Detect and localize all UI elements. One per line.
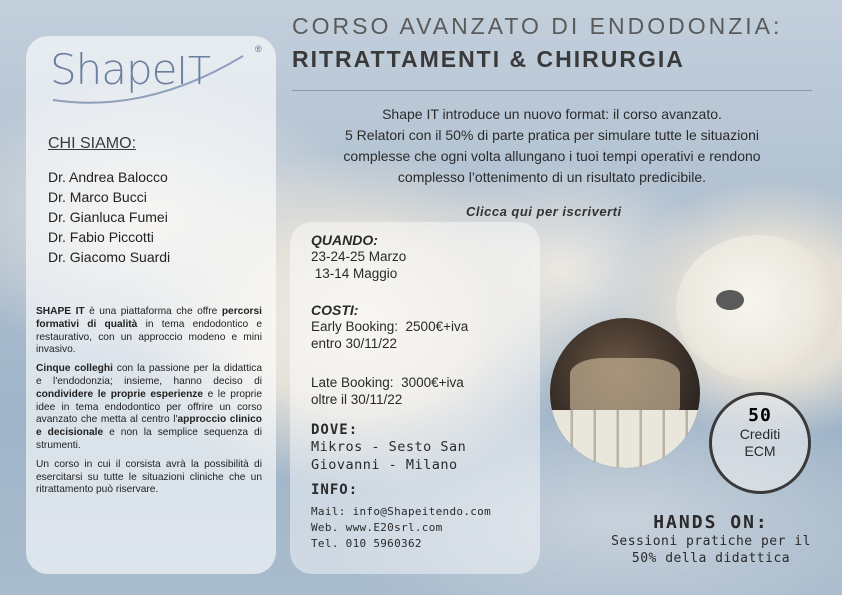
tooth-access-cavity	[716, 290, 744, 310]
tel-label: Tel.	[311, 537, 339, 550]
late-booking-section	[311, 374, 541, 408]
shapeit-logo	[50, 45, 211, 94]
where-heading: DOVE:	[311, 422, 359, 438]
registered-mark: ®	[255, 44, 262, 54]
doctors-list	[48, 167, 170, 267]
credits-label-ecm: ECM	[744, 443, 776, 459]
text-run: e le proprie idee in tema endodontico per offrire un corso avanzato che metta al centro l'	[36, 388, 262, 426]
description-paragraph-2	[36, 363, 262, 453]
hands-on-line: Sessioni pratiche per il	[611, 534, 811, 549]
doctor-name: Dr. Andrea Balocco	[48, 169, 168, 185]
when-date: 13-14 Maggio	[311, 266, 398, 281]
costs-section	[311, 302, 541, 352]
course-title-line2: RITRATTAMENTI & CHIRURGIA	[292, 46, 685, 72]
course-title-line1: CORSO AVANZATO DI ENDODONZIA:	[292, 13, 783, 39]
mail-label: Mail:	[311, 505, 346, 518]
text-run: percorsi formativi di qualità	[36, 306, 263, 330]
intro-line: Shape IT introduce un nuovo format: il corso avanzato.	[382, 106, 722, 122]
costs-heading: COSTI:	[311, 302, 359, 318]
where-line: Giovanni - Milano	[311, 457, 458, 473]
late-booking-deadline: oltre il 30/11/22	[311, 392, 403, 407]
doctor-name: Dr. Marco Bucci	[48, 189, 147, 205]
text-run: e non la semplice sequenza di strumenti.	[36, 427, 262, 451]
web-link[interactable]: www.E20srl.com	[345, 521, 443, 534]
when-heading: QUANDO:	[311, 232, 378, 248]
tooth-photo-circle	[676, 235, 841, 380]
title-divider	[292, 90, 812, 91]
doctor-name: Dr. Gianluca Fumei	[48, 209, 168, 225]
info-mail	[311, 504, 541, 520]
info-heading: INFO:	[311, 482, 359, 498]
where-section	[311, 422, 541, 474]
text-run: condividere le proprie esperienze	[36, 388, 204, 400]
about-description	[36, 306, 262, 503]
intro-line: complesso l’ottenimento di un risultato predicibile.	[397, 169, 707, 185]
info-section	[311, 482, 541, 552]
jaw-bone-shape	[570, 358, 680, 413]
text-run: è una piattaforma che offre	[84, 306, 222, 317]
doctor-name: Dr. Fabio Piccotti	[48, 229, 154, 245]
intro-line: 5 Relatori con il 50% di parte pratica per simulare tutte le situazioni	[345, 127, 759, 143]
hands-on-section	[596, 512, 826, 567]
doctor-name: Dr. Giacomo Suardi	[48, 249, 171, 265]
intro-text	[292, 104, 812, 188]
late-booking-price: Late Booking: 3000€+iva	[311, 375, 464, 390]
logo-text-it: IT	[176, 49, 211, 93]
tel-number: 010 5960362	[345, 537, 422, 550]
when-section	[311, 232, 541, 282]
description-paragraph-1	[36, 306, 262, 357]
hands-on-heading: HANDS ON:	[653, 512, 769, 533]
info-tel	[311, 536, 541, 552]
text-run: Cinque colleghi	[36, 363, 113, 375]
teeth-row-shape	[550, 410, 700, 468]
text-run: in tema endodontico e restaurativo, con un approccio modeno e mini invasivo.	[36, 318, 262, 356]
about-us-heading: CHI SIAMO:	[48, 135, 137, 152]
text-run: approccio clinico e decisionale	[36, 414, 262, 439]
hands-on-line: 50% della didattica	[631, 551, 791, 566]
web-label: Web.	[311, 521, 339, 534]
ecm-credits-badge	[709, 392, 811, 494]
text-run: con la passione per la didattica e l'endodonzia; insieme, hanno deciso di	[36, 363, 262, 387]
logo-text-shape: Shape	[50, 45, 177, 94]
credits-number: 50	[748, 405, 772, 426]
text-run: SHAPE IT	[36, 306, 85, 317]
where-line: Mikros - Sesto San	[311, 439, 467, 455]
mail-link[interactable]: info@Shapeitendo.com	[352, 505, 492, 518]
info-web	[311, 520, 541, 536]
signup-link[interactable]: Clicca qui per iscriverti	[466, 204, 622, 219]
skull-teeth-photo-circle	[550, 318, 700, 468]
credits-label: Crediti	[739, 426, 781, 442]
early-booking-price: Early Booking: 2500€+iva	[311, 319, 469, 334]
description-paragraph-3: Un corso in cui il corsista avrà la possibilità di esercitarsi su tutte le situazioni cliniche che un ritrattamento può riservare.	[36, 458, 262, 496]
when-date: 23-24-25 Marzo	[311, 249, 407, 264]
intro-line: complesse che ogni volta allungano i tuoi tempi operativi e rendono	[343, 148, 761, 164]
early-booking-deadline: entro 30/11/22	[311, 336, 398, 351]
